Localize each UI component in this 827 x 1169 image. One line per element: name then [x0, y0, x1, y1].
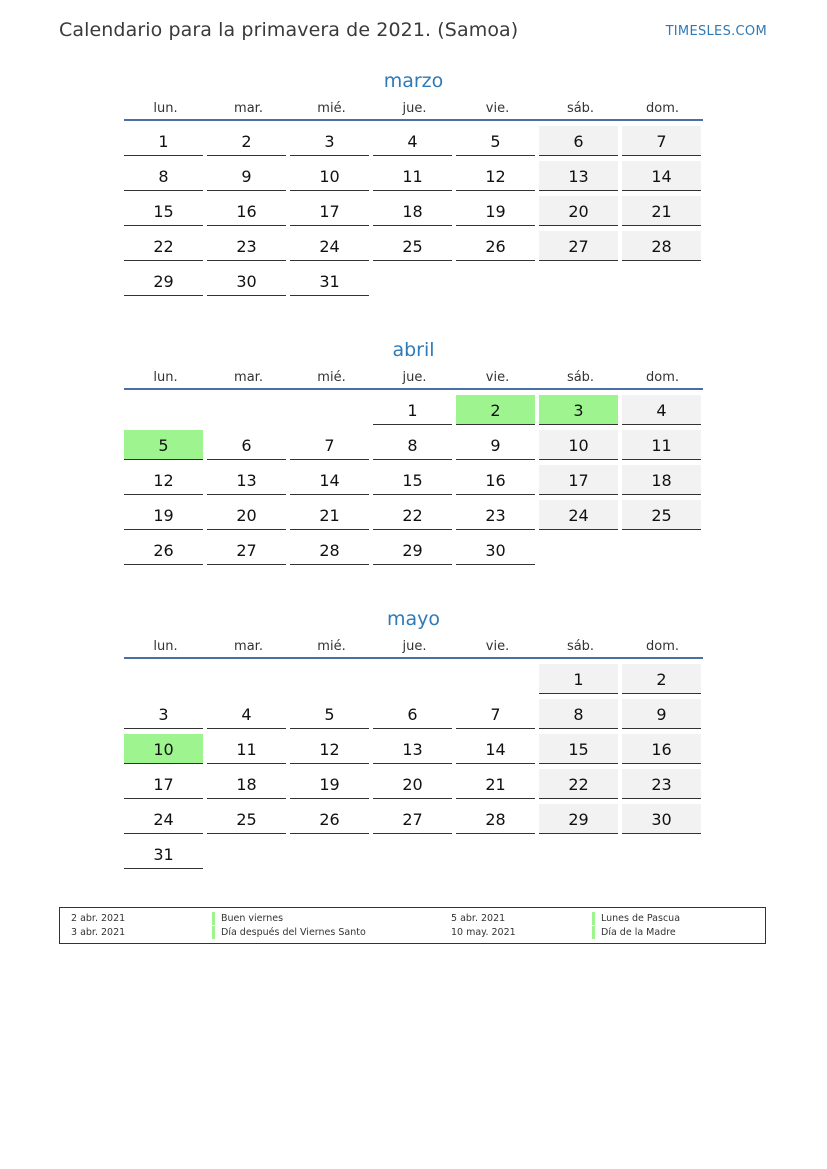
legend-date: 10 may. 2021 [451, 927, 516, 938]
day-cell: 6 [539, 126, 618, 156]
day-cell: 26 [456, 231, 535, 261]
day-cell: 2 [622, 664, 701, 694]
day-grid [124, 126, 703, 296]
day-cell: 3 [290, 126, 369, 156]
legend-holiday-name: Lunes de Pascua [592, 912, 680, 925]
day-cell: 27 [373, 804, 452, 834]
day-cell: 6 [207, 430, 286, 460]
day-cell: 31 [124, 839, 203, 869]
day-cell: 1 [124, 126, 203, 156]
day-cell: 11 [207, 734, 286, 764]
day-cell: 11 [373, 161, 452, 191]
legend-holiday-name: Día después del Viernes Santo [212, 926, 366, 939]
day-cell: 11 [622, 430, 701, 460]
day-cell: 15 [124, 196, 203, 226]
weekday-label: mar. [234, 639, 263, 654]
day-cell: 22 [124, 231, 203, 261]
day-cell: 24 [539, 500, 618, 530]
day-cell: 4 [622, 395, 701, 425]
empty-cell [124, 395, 203, 425]
day-cell: 1 [373, 395, 452, 425]
weekday-header [124, 366, 703, 390]
legend-date: 5 abr. 2021 [451, 913, 506, 924]
day-cell: 13 [539, 161, 618, 191]
legend-holiday-name: Día de la Madre [592, 926, 676, 939]
month-name: marzo [383, 70, 444, 92]
month-april [124, 338, 703, 565]
month-name: abril [392, 339, 435, 361]
weekday-label: mié. [317, 370, 346, 385]
day-cell: 18 [207, 769, 286, 799]
day-cell: 3 [124, 699, 203, 729]
day-cell: 19 [124, 500, 203, 530]
day-cell: 20 [539, 196, 618, 226]
month-may [124, 607, 703, 869]
empty-cell [124, 664, 203, 694]
day-cell: 5 [290, 699, 369, 729]
day-cell: 17 [539, 465, 618, 495]
weekday-label: mié. [317, 639, 346, 654]
day-cell: 6 [373, 699, 452, 729]
holiday-legend [59, 907, 766, 944]
day-cell: 20 [373, 769, 452, 799]
day-cell: 17 [290, 196, 369, 226]
day-cell: 26 [124, 535, 203, 565]
day-cell: 21 [290, 500, 369, 530]
empty-cell [373, 664, 452, 694]
weekday-header [124, 97, 703, 121]
day-cell-holiday: 10 [124, 734, 203, 764]
weekday-label: mar. [234, 101, 263, 116]
day-cell: 23 [622, 769, 701, 799]
weekday-label: sáb. [566, 639, 595, 654]
weekday-label: mar. [234, 370, 263, 385]
day-cell: 29 [539, 804, 618, 834]
day-cell: 12 [124, 465, 203, 495]
day-cell: 25 [207, 804, 286, 834]
day-grid [124, 664, 703, 869]
legend-date: 3 abr. 2021 [71, 927, 126, 938]
page-title: Calendario para la primavera de 2021. (Samoa) [59, 19, 519, 41]
weekday-label: jue. [402, 370, 427, 385]
month-name: mayo [386, 608, 441, 630]
day-cell: 10 [290, 161, 369, 191]
day-cell: 22 [373, 500, 452, 530]
empty-cell [207, 664, 286, 694]
day-cell: 19 [290, 769, 369, 799]
day-cell: 24 [124, 804, 203, 834]
day-cell: 28 [456, 804, 535, 834]
weekday-label: dom. [645, 370, 679, 385]
day-cell: 9 [456, 430, 535, 460]
day-cell: 14 [456, 734, 535, 764]
day-cell: 23 [207, 231, 286, 261]
weekday-label: lun. [153, 101, 178, 116]
day-cell: 27 [207, 535, 286, 565]
day-cell: 30 [622, 804, 701, 834]
empty-cell [207, 395, 286, 425]
weekday-label: sáb. [566, 101, 595, 116]
day-cell: 9 [622, 699, 701, 729]
day-cell: 21 [622, 196, 701, 226]
day-cell: 8 [539, 699, 618, 729]
weekday-label: vie. [485, 639, 510, 654]
day-cell: 30 [207, 266, 286, 296]
day-cell: 15 [373, 465, 452, 495]
brand-link[interactable]: TIMESLES.COM [665, 24, 767, 39]
day-cell: 18 [622, 465, 701, 495]
day-cell: 31 [290, 266, 369, 296]
day-cell: 16 [207, 196, 286, 226]
day-cell: 8 [124, 161, 203, 191]
day-cell: 19 [456, 196, 535, 226]
legend-holiday-name: Buen viernes [212, 912, 283, 925]
day-cell-holiday: 3 [539, 395, 618, 425]
day-cell: 13 [207, 465, 286, 495]
weekday-label: lun. [153, 639, 178, 654]
day-cell: 26 [290, 804, 369, 834]
day-cell: 15 [539, 734, 618, 764]
day-cell: 21 [456, 769, 535, 799]
day-cell: 4 [207, 699, 286, 729]
day-cell: 2 [207, 126, 286, 156]
empty-cell [290, 395, 369, 425]
day-cell-holiday: 2 [456, 395, 535, 425]
weekday-label: mié. [317, 101, 346, 116]
day-cell: 4 [373, 126, 452, 156]
day-cell: 27 [539, 231, 618, 261]
day-cell: 25 [622, 500, 701, 530]
day-cell: 14 [622, 161, 701, 191]
weekday-label: lun. [153, 370, 178, 385]
legend-date: 2 abr. 2021 [71, 913, 126, 924]
weekday-label: jue. [402, 639, 427, 654]
empty-cell [290, 664, 369, 694]
day-cell: 28 [290, 535, 369, 565]
day-cell: 29 [124, 266, 203, 296]
weekday-label: vie. [485, 370, 510, 385]
day-cell: 8 [373, 430, 452, 460]
day-cell: 7 [290, 430, 369, 460]
month-march [124, 69, 703, 296]
day-cell: 5 [456, 126, 535, 156]
day-cell: 18 [373, 196, 452, 226]
day-cell-holiday: 5 [124, 430, 203, 460]
day-cell: 14 [290, 465, 369, 495]
day-cell: 20 [207, 500, 286, 530]
day-cell: 28 [622, 231, 701, 261]
day-cell: 16 [622, 734, 701, 764]
empty-cell [456, 664, 535, 694]
day-cell: 22 [539, 769, 618, 799]
day-cell: 23 [456, 500, 535, 530]
day-cell: 12 [456, 161, 535, 191]
day-cell: 1 [539, 664, 618, 694]
day-cell: 7 [456, 699, 535, 729]
weekday-header [124, 635, 703, 659]
weekday-label: dom. [645, 639, 679, 654]
day-cell: 30 [456, 535, 535, 565]
weekday-label: vie. [485, 101, 510, 116]
weekday-label: dom. [645, 101, 679, 116]
day-cell: 24 [290, 231, 369, 261]
day-cell: 7 [622, 126, 701, 156]
day-cell: 29 [373, 535, 452, 565]
day-grid [124, 395, 703, 565]
day-cell: 10 [539, 430, 618, 460]
day-cell: 13 [373, 734, 452, 764]
weekday-label: sáb. [566, 370, 595, 385]
day-cell: 17 [124, 769, 203, 799]
day-cell: 16 [456, 465, 535, 495]
weekday-label: jue. [402, 101, 427, 116]
day-cell: 12 [290, 734, 369, 764]
day-cell: 25 [373, 231, 452, 261]
day-cell: 9 [207, 161, 286, 191]
